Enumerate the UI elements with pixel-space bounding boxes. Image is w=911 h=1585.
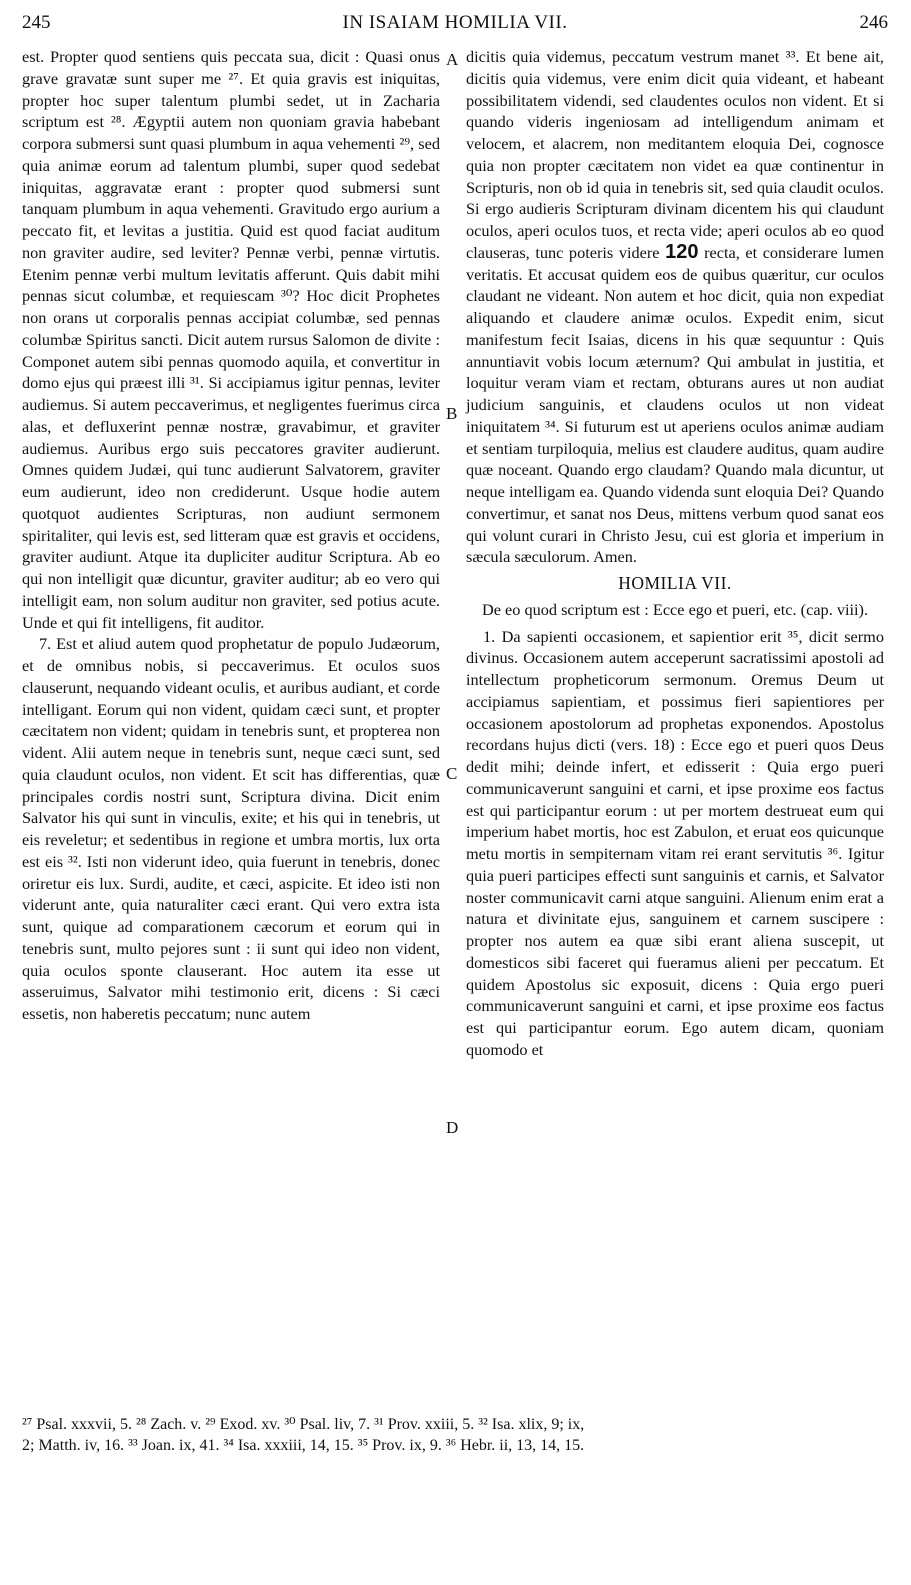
- page-header: [22, 12, 888, 38]
- footnotes: [22, 1414, 888, 1456]
- paragraph-text: dicitis quia videmus, peccatum vestrum manet ³³. Et bene ait, dicitis quia videmus, vere enim dicit quia videant, et habeant possibilitatem videndi, sed claudentes oculos non vident. Et si quando videris ingeniosam ad intelligendum animam et velocem, et alacrem, non meditantem eloquia Dei, cognosce quia non propter cæcitatem non videt ea quæ continentur in Scripturis, non ob id quia in tenebris sit, sed quia claudit oculos. Si ergo audieris Scripturam divinam dicentem his qui claudunt oculos, aperi oculos tuos, et recta vide; aperi oculos ab eo quod clauseras, tunc poteris videre: [466, 47, 884, 262]
- left-column: [22, 46, 440, 1025]
- paragraph-text: recta, et considerare lumen veritatis. Et accusat quidem eos de quibus quæritur, cur oculos claudant ne videant. Non autem et hoc dicit, quia non expediat aliquando et claudere animæ oculos. Expedit enim, sicut manifestum fecit Isaias, dicens in his quæ sequuntur : Quis annuntiavit vobis locum æternum? Qui ambulat in justitia, et loquitur veram viam et rectam, obturans aures ut non audiat judicium sanguinis, et claudens oculos ut non videat iniquitatem ³⁴. Si futurum est ut aperiens oculos animæ audiam et sentiam turpiloquia, melius est claudere auditus, quam audire quæ noceant. Quando ergo claudam? Quando mala dicuntur, ut neque intelligam ea. Quando videnda sunt eloquia Dei? Quando convertimur, et sanat nos Deus, mittens verbum quod sanat eos qui volunt curari in Christo Jesu, cui est gloria et imperium in sæcula sæculorum. Amen.: [466, 242, 885, 567]
- margin-letter-a: A: [446, 50, 459, 69]
- footnote-line: ²⁷ Psal. xxxvii, 5. ²⁸ Zach. v. ²⁹ Exod. xv. ³⁰ Psal. liv, 7. ³¹ Prov. xxiii, 5. ³² Isa. xlix, 9; ix,: [22, 1416, 585, 1433]
- margin-letter-b: B: [446, 404, 458, 423]
- right-column: [466, 46, 884, 1061]
- footnote-line: 2; Matth. iv, 16. ³³ Joan. ix, 41. ³⁴ Isa. xxxiii, 14, 15. ³⁵ Prov. ix, 9. ³⁶ Hebr. ii, 13, 14, 15.: [22, 1437, 585, 1454]
- page-number-right: 246: [859, 12, 888, 33]
- homily-subheading: De eo quod scriptum est : Ecce ego et pueri, etc. (cap. viii).: [481, 599, 869, 619]
- paragraph: est. Propter quod sentiens quis peccata sua, dicit : Quasi onus grave gravatæ sunt super me ²⁷. Et quia gravis est iniquitas, propter hoc super talentum plumbi sedet, ut in Zacharia scriptum est ²⁸. Ægyptii autem non quoniam gravia habebant corpora submersi sunt quasi plumbum in aqua vehementi ²⁹, sed quia animæ eorum ad talentum plumbi, super quod sedebat iniquitas, aggravatæ erant : propter quod submersi sunt tanquam plumbum in aqua vehementi. Gravitudo ergo aurium a peccato fit, et levitas a justitia. Quid est quod faciat auditum non graviter audire, sed leviter? Pennæ verbi, pennæ virtutis. Etenim pennæ verbi multum levitatis afferunt. Quis dabit mihi pennas sicut columbæ, et requiescam ³⁰? Hoc dicit Prophetes non orans ut corporalis pennas accipiat columbæ, sed pennas columbæ Spiritus sancti. Dicit autem rursus Salomon de divite : Componet autem sibi pennas quomodo aquila, et convertitur in domo ejus qui præest illi ³¹. Si accipiamus igitur pennas, leviter audiemus. Si autem peccaverimus, et negligentes fuerimus circa alas, et defluxerint pennæ nostræ, gravabimur, et graviter audiemus. Auribus ergo suis peccatores graviter audierunt. Omnes quidem Judæi, qui tunc audierunt Salvatorem, graviter eum audierunt, ideo non crediderunt. Usque hodie autem quotquot audientes Scripturas, non audiunt sermonem spiritaliter, qui levis est, sed litteram quæ est gravis et occidens, graviter audiunt. Atque ita dupliciter auditur Scriptura. Ab eo qui non intelligit quæ dicuntur, graviter auditur; ab eo vero qui intelligit eam, non solum auditur non graviter, sed potius acute. Unde et qui fit intelligens, fit auditor.: [22, 47, 440, 632]
- margin-letter-d: D: [446, 1118, 459, 1137]
- column-number: 120: [665, 240, 699, 263]
- running-title: IN ISAIAM HOMILIA VII.: [342, 12, 568, 33]
- paragraph: 7. Est et aliud autem quod prophetatur de populo Judæorum, et de omnibus nobis, si peccaverimus. Et oculos suos clauserunt, nequando videant oculis, et auribus audiant, et corde intelligant. Eorum qui non vident, quidam cæci sunt, et propter cæcitatem non vident; quidam in tenebris sunt, et propterea non vident. Alii autem neque in tenebris sunt, neque cæci sunt, sed quia claudunt oculos, non vident. Et scit has differentias, quæ principales cordis nostri sunt, Scriptura divina. Dicit enim Salvator his qui sunt in vinculis, exite; et his qui in tenebris, ut eis reveletur; et sedentibus in regione et umbra mortis, lux orta est eis ³². Isti non viderunt ideo, quia fuerunt in tenebris, donec oriretur eis lux. Surdi, audite, et cæci, aspicite. Et ideo isti non viderunt ante, quia naturaliter cæci erant. Qui vero extra ista sunt, quique ad comparationem cæcorum et eorum qui in tenebris sunt, multo pejores sunt : ii sunt qui ideo non vident, quia oculos sponte clauserant. Hoc autem ita esse ut asseruimus, Salvator mihi testimonio erit, dicens : Si cæci essetis, non haberetis peccatum; nunc autem: [22, 634, 440, 1023]
- paragraph: 1. Da sapienti occasionem, et sapientior erit ³⁵, dicit sermo divinus. Occasionem autem acceperunt sacratissimi apostoli ad intellectum propheticorum sermonum. Oremus Deum ut accipiamus sapientiam, et possimus fieri sapientiores per occasionem apostolorum ad prophetas exponendos. Apostolus recordans hujus dicti (vers. 18) : Ecce ego et pueri quos Deus dedit mihi; deinde infert, et edisserit : Quia ergo pueri communicaverunt sanguini et carni, et ipse proxime eos factus est qui participantur eorum : ut per mortem destrueat eum qui imperium habet mortis, hoc est Zabulon, et eruat eos quicunque metu mortis in sempiternam vitam rei erant servitutis ³⁶. Igitur quia pueri participes effecti sunt sanguinis et carnis, et Salvator noster communicavit carni atque sanguini. Alienum enim erat a natura et divinitate ejus, sanguinem et carnem suscipere : propter nos autem ea quæ sibi erant aliena suscepit, ut domesticos sibi faceret qui fueramus alieni per peccatum. Et quidem Apostolus sic exposuit, dicens : Quia ergo pueri communicaverunt sanguini et carni, et ipse proxime eos factus est qui participantur eorum. Ego autem dicam, quoniam quomodo et: [466, 626, 884, 1059]
- paragraph: [466, 46, 884, 568]
- margin-letter-c: C: [446, 764, 458, 783]
- homily-heading: HOMILIA VII.: [618, 573, 732, 593]
- page-number-left: 245: [22, 12, 51, 33]
